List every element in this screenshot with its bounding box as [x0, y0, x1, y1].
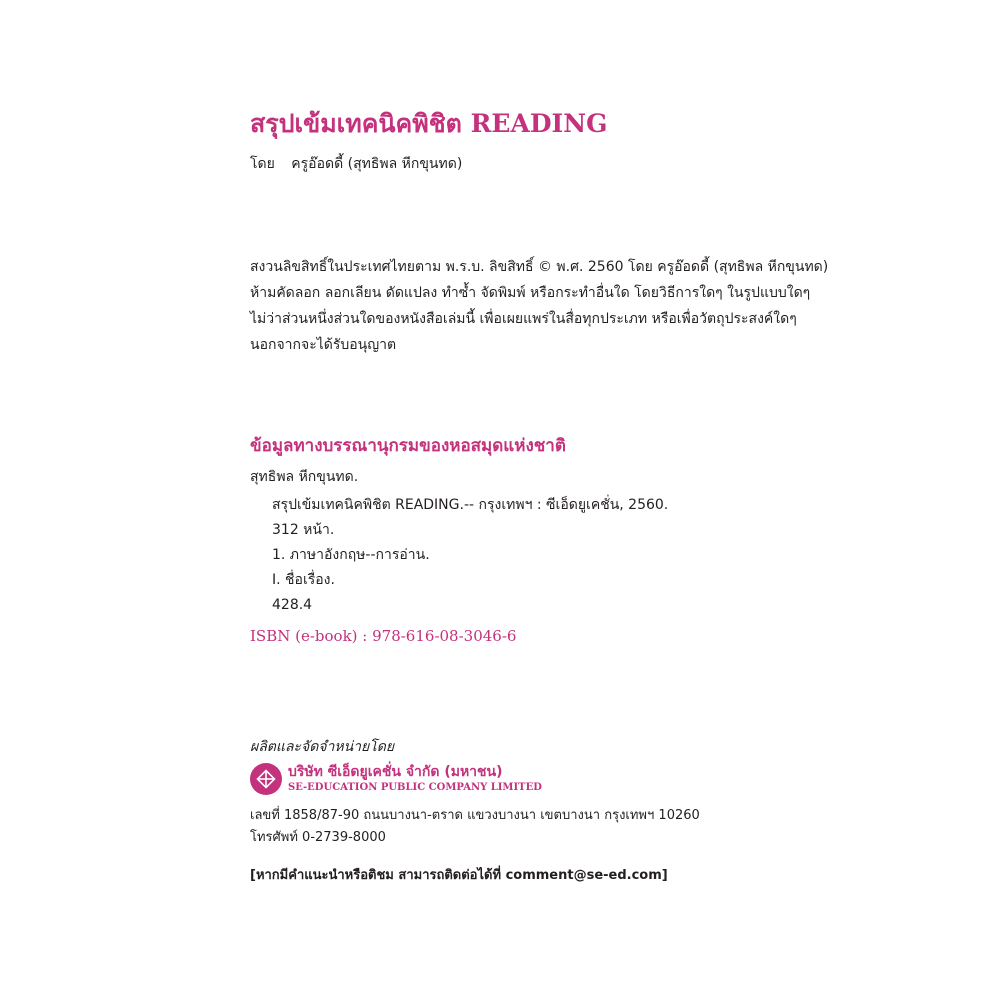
- cip-entry: 312 หน้า.: [272, 522, 335, 538]
- publisher-name-english: SE-EDUCATION PUBLIC COMPANY LIMITED: [288, 782, 542, 793]
- cip-entry: I. ชื่อเรื่อง.: [272, 572, 335, 588]
- cip-entry: 428.4: [272, 597, 313, 613]
- isbn: ISBN (e-book) : 978-616-08-3046-6: [250, 627, 517, 645]
- cip-entry: สรุปเข้มเทคนิคพิชิต READING.-- กรุงเทพฯ : ซีเอ็ดยูเคชั่น, 2560.: [272, 497, 669, 513]
- publisher-name-thai: บริษัท ซีเอ็ดยูเคชั่น จำกัด (มหาชน): [288, 764, 503, 780]
- by-label: โดย: [250, 156, 275, 172]
- cip-entry: 1. ภาษาอังกฤษ--การอ่าน.: [272, 547, 430, 563]
- copyright-line: สงวนลิขสิทธิ์ในประเทศไทยตาม พ.ร.บ. ลิขสิทธิ์ © พ.ศ. 2560 โดย ครูอ๊อดดี้ (สุทธิพล หีกขุนทด): [250, 259, 829, 275]
- cip-author: สุทธิพล หีกขุนทด.: [250, 469, 359, 485]
- book-title: สรุปเข้มเทคนิคพิชิต READING: [250, 109, 608, 138]
- author-line: [250, 153, 462, 175]
- copyright-line: ไม่ว่าส่วนหนึ่งส่วนใดของหนังสือเล่มนี้ เพื่อเผยแพร่ในสื่อทุกประเภท หรือเพื่อวัตถุประสงค์ใดๆ: [250, 311, 797, 327]
- copyright-line: ห้ามคัดลอก ลอกเลียน ดัดแปลง ทำซ้ำ จัดพิมพ์ หรือกระทำอื่นใด โดยวิธีการใดๆ ในรูปแบบใดๆ: [250, 285, 811, 301]
- publisher-name: [288, 764, 542, 794]
- publisher-contact: [250, 805, 700, 849]
- publisher-phone: โทรศัพท์ 0-2739-8000: [250, 830, 386, 845]
- publisher-logo: [250, 763, 542, 795]
- se-ed-logo-icon: [250, 763, 282, 795]
- author-name: ครูอ๊อดดี้ (สุทธิพล หีกขุนทด): [291, 156, 463, 172]
- publisher-address: เลขที่ 1858/87-90 ถนนบางนา-ตราด แขวงบางนา เขตบางนา กรุงเทพฯ 10260: [250, 808, 700, 823]
- comment-note: [หากมีคำแนะนำหรือติชม สามารถติดต่อได้ที่ comment@se-ed.com]: [250, 868, 668, 883]
- copyright-line: นอกจากจะได้รับอนุญาต: [250, 337, 397, 353]
- copyright-notice: [250, 254, 850, 358]
- cip-entries: [272, 493, 668, 618]
- distributed-by-label: ผลิตและจัดจำหน่ายโดย: [250, 739, 395, 755]
- cip-heading: ข้อมูลทางบรรณานุกรมของหอสมุดแห่งชาติ: [250, 436, 566, 456]
